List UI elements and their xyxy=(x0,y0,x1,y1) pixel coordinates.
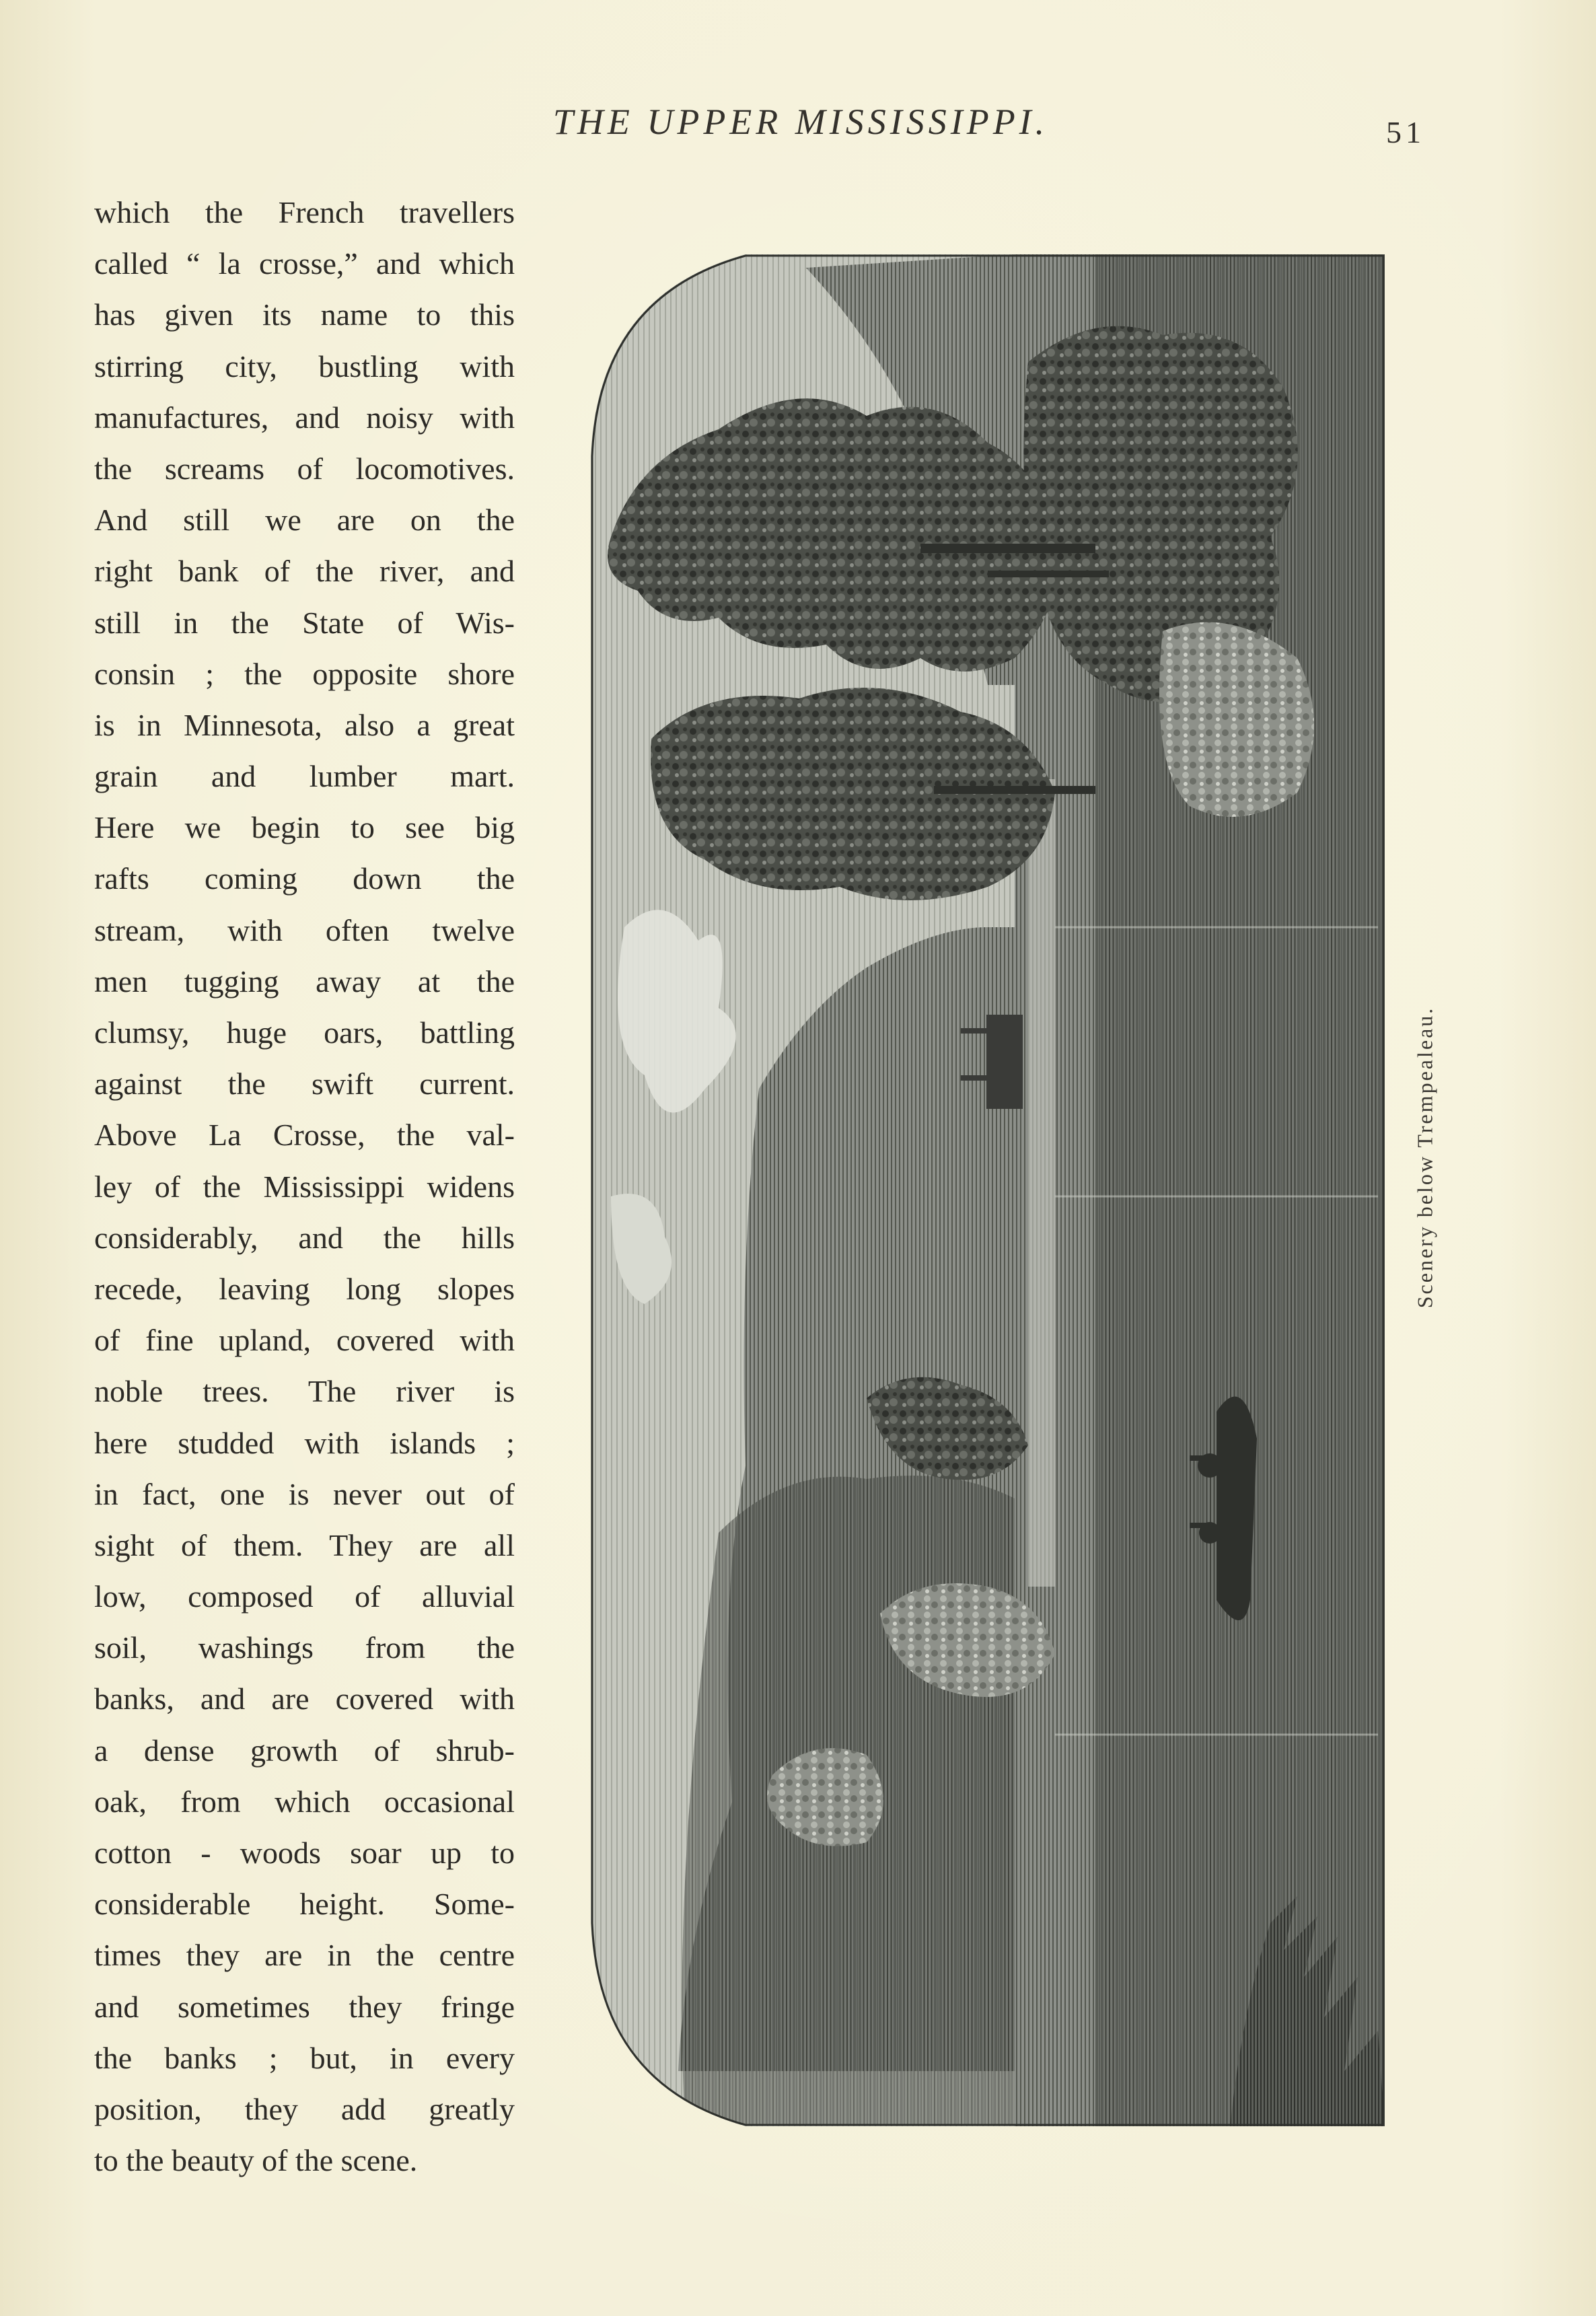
text-line: here studded with islands ; xyxy=(94,1425,515,1460)
text-line: a dense growth of shrub- xyxy=(94,1733,515,1768)
engraving-frame-content xyxy=(584,254,1385,2126)
page-number: 51 xyxy=(1386,115,1425,149)
text-line: stream, with often twelve xyxy=(94,912,515,947)
text-line: of fine upland, covered with xyxy=(94,1323,515,1358)
text-line: in fact, one is never out of xyxy=(94,1476,515,1511)
text-line: sight of them. They are all xyxy=(94,1527,515,1562)
text-line: still in the State of Wis- xyxy=(94,605,515,640)
body-text-column xyxy=(94,187,515,2186)
text-line: clumsy, huge oars, battling xyxy=(94,1015,515,1050)
text-line: to the beauty of the scene. xyxy=(94,2143,418,2178)
running-head: THE UPPER MISSISSIPPI. xyxy=(552,102,1049,142)
engraving-scene xyxy=(584,254,1385,2126)
text-line: Here we begin to see big xyxy=(94,810,515,845)
text-line: stirring city, bustling with xyxy=(94,349,515,384)
text-line: And still we are on the xyxy=(94,503,515,538)
text-line: considerable height. Some- xyxy=(94,1887,515,1922)
text-line: men tugging away at the xyxy=(94,964,515,999)
text-line: Above La Crosse, the val- xyxy=(94,1118,515,1153)
text-line: the banks ; but, in every xyxy=(94,2040,515,2075)
text-line: rafts coming down the xyxy=(94,861,515,896)
text-line: recede, leaving long slopes xyxy=(94,1271,515,1306)
text-line: is in Minnesota, also a great xyxy=(94,707,515,742)
text-line: times they are in the centre xyxy=(94,1938,515,1973)
text-line: has given its name to this xyxy=(94,297,515,332)
text-line: and sometimes they fringe xyxy=(94,1989,515,2024)
text-line: noble trees. The river is xyxy=(94,1374,515,1409)
text-line: right bank of the river, and xyxy=(94,554,515,589)
text-line: the screams of locomotives. xyxy=(94,451,515,486)
text-line: ley of the Mississippi widens xyxy=(94,1169,515,1204)
text-line: oak, from which occasional xyxy=(94,1784,515,1819)
text-line: considerably, and the hills xyxy=(94,1220,515,1255)
text-line: manufactures, and noisy with xyxy=(94,400,515,435)
text-line: called “ la crosse,” and which xyxy=(94,246,515,281)
text-line: position, they add greatly xyxy=(94,2091,515,2126)
text-line: soil, washings from the xyxy=(94,1630,515,1665)
illustration-caption xyxy=(1412,1006,1439,1309)
text-line: cotton - woods soar up to xyxy=(94,1836,515,1870)
text-line: banks, and are covered with xyxy=(94,1681,515,1716)
caption-text: Scenery below Trempealeau. xyxy=(1412,1006,1437,1309)
text-line: low, composed of alluvial xyxy=(94,1579,515,1614)
text-line: against the swift current. xyxy=(94,1066,515,1101)
text-line: consin ; the opposite shore xyxy=(94,656,515,691)
engraving-illustration xyxy=(584,254,1385,2126)
text-line: which the French travellers xyxy=(94,195,515,229)
text-line: grain and lumber mart. xyxy=(94,759,515,794)
